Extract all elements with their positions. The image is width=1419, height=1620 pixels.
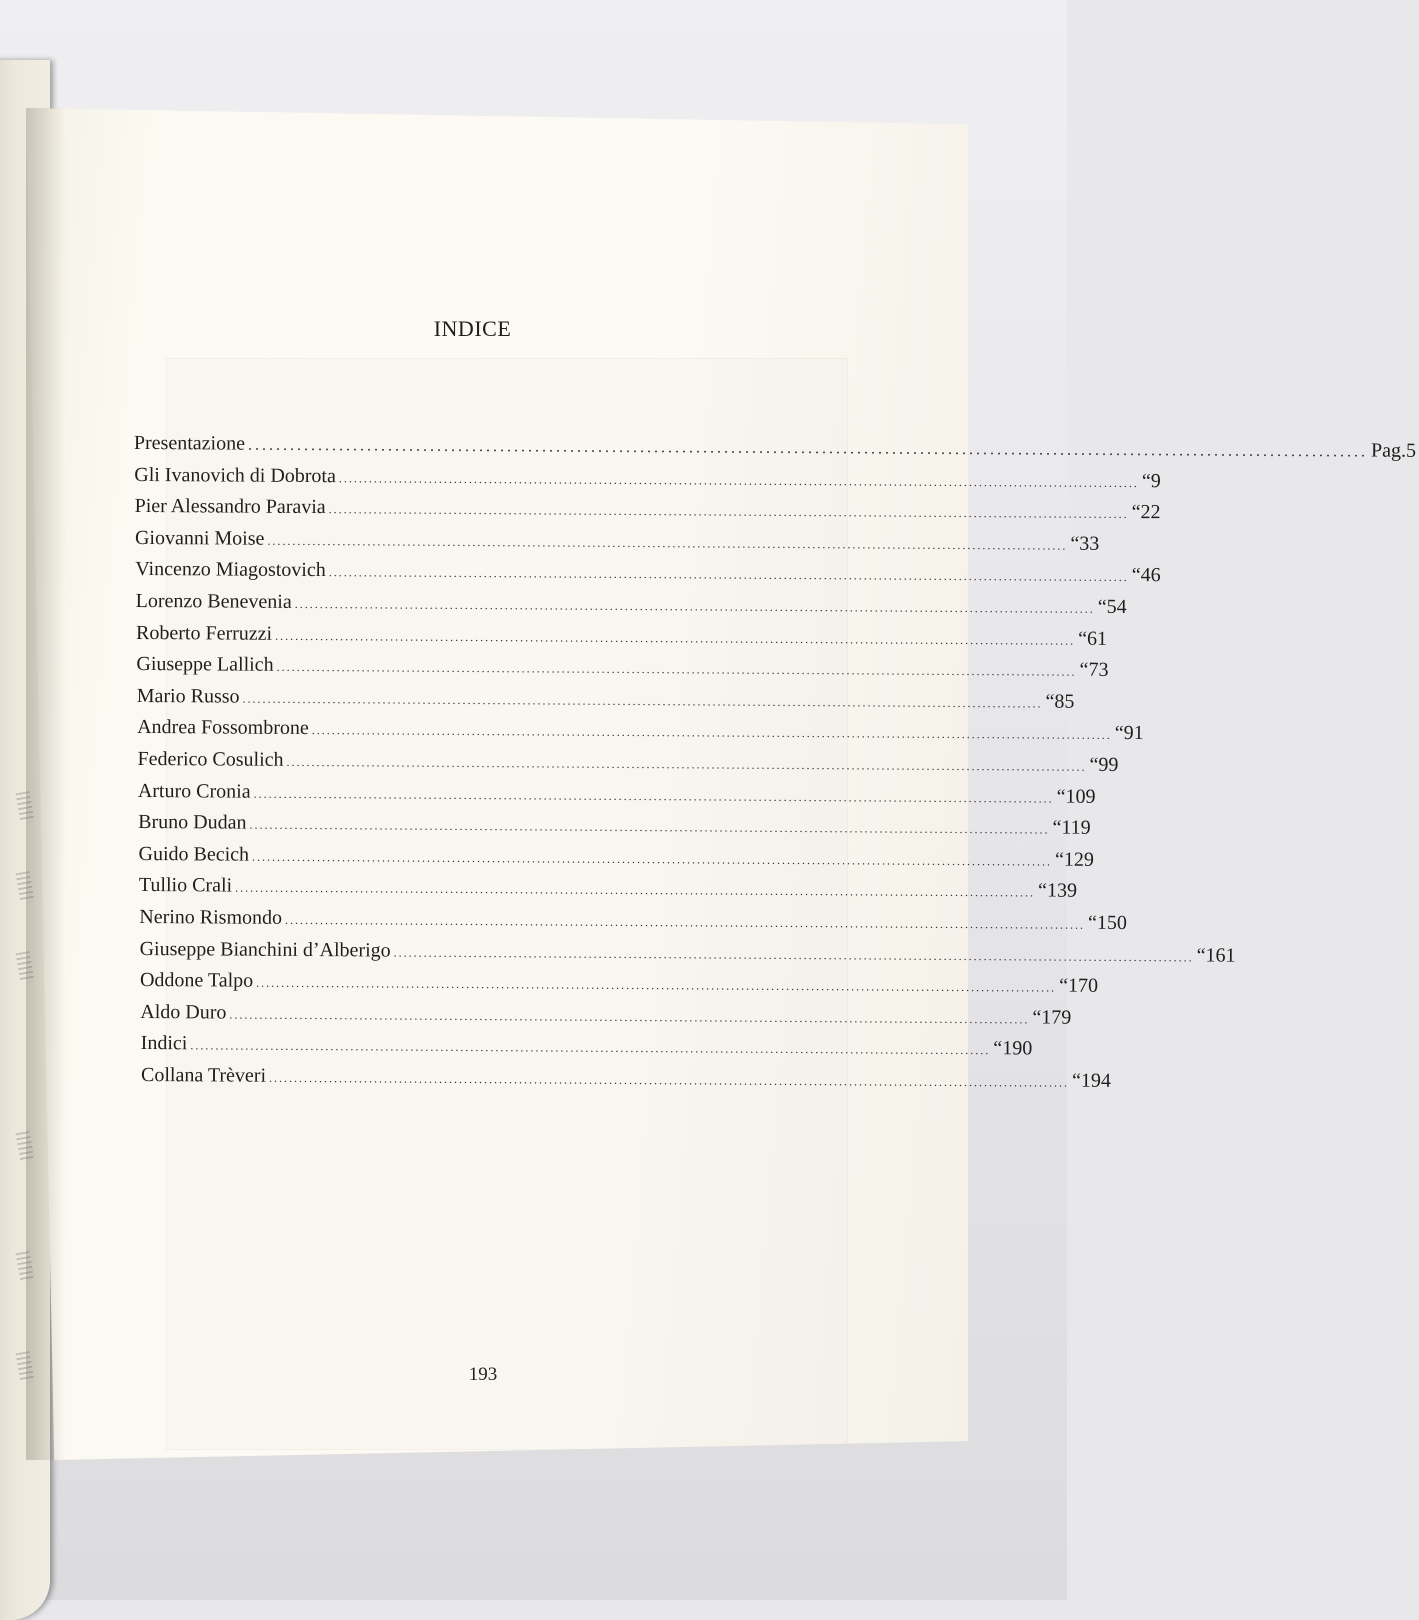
toc-entry-prefix: “ bbox=[1038, 879, 1048, 902]
dot-leader: ................................................................................................................................................................ bbox=[249, 817, 1050, 837]
toc-entry-page: 54 bbox=[1106, 595, 1127, 619]
toc-entry-prefix: “ bbox=[1114, 722, 1124, 745]
toc-entry-page: 179 bbox=[1041, 1006, 1072, 1029]
toc-entry-title: Aldo Duro bbox=[140, 1000, 227, 1024]
dot-leader: ................................................................................................................................................................ bbox=[393, 945, 1194, 965]
toc-entry-title: Giuseppe Lallich bbox=[136, 653, 274, 676]
toc-entry-title: Nerino Rismondo bbox=[139, 905, 283, 929]
dot-leader: ................................................................................................................................................................ bbox=[269, 1070, 1070, 1090]
dot-leader: ................................................................................................................................................................ bbox=[256, 975, 1057, 995]
toc-entry-prefix: “ bbox=[1196, 944, 1206, 967]
toc-entry-prefix: “ bbox=[1071, 1069, 1082, 1092]
toc-entry-page: 73 bbox=[1088, 658, 1109, 682]
toc-entry-page: 61 bbox=[1086, 627, 1108, 650]
toc-entry-page: 139 bbox=[1046, 879, 1078, 903]
toc-entry-title: Bruno Dudan bbox=[138, 811, 247, 834]
dot-leader: ................................................................................................................................................................ bbox=[294, 596, 1095, 616]
dot-leader: ................................................................................................................................................................ bbox=[276, 660, 1077, 679]
toc-entry-prefix: “ bbox=[993, 1037, 1003, 1060]
toc-entry-prefix: “ bbox=[1087, 911, 1098, 934]
toc-entry-page: 150 bbox=[1096, 911, 1128, 935]
toc-entry-title: Presentazione bbox=[133, 431, 246, 455]
toc-entry-prefix: “ bbox=[1032, 1006, 1042, 1029]
toc-entry-page: 99 bbox=[1098, 753, 1119, 776]
toc-entry bbox=[140, 1000, 1072, 1031]
toc-entry-title: Federico Cosulich bbox=[137, 747, 284, 771]
page-number: 193 bbox=[468, 1364, 498, 1385]
toc-entry-title: Gli Ivanovich di Dobrota bbox=[134, 463, 336, 487]
dot-leader: ................................................................................................................................................................ bbox=[328, 502, 1129, 522]
toc-entry-page: 194 bbox=[1080, 1069, 1112, 1092]
toc-entry-title: Indici bbox=[140, 1032, 188, 1055]
toc-entry bbox=[135, 589, 1127, 620]
dot-leader: ................................................................................................................................................................ bbox=[285, 912, 1086, 932]
toc-entry-prefix: “ bbox=[1079, 658, 1089, 681]
toc-entry bbox=[137, 779, 1096, 810]
toc-entry-title: Mario Russo bbox=[136, 684, 240, 708]
toc-entry-page: 9 bbox=[1150, 469, 1161, 492]
dot-leader: ................................................................................................................................................................ bbox=[242, 691, 1043, 711]
toc-entry-page: 109 bbox=[1065, 785, 1096, 808]
toc-entry-title: Arturo Cronia bbox=[137, 779, 251, 803]
dot-leader: ................................................................................................................................................................ bbox=[235, 880, 1036, 900]
dot-leader: ................................................................................................................................................................ bbox=[252, 849, 1053, 869]
toc-entry-prefix: “ bbox=[1056, 785, 1066, 808]
toc-entry bbox=[136, 684, 1075, 715]
toc-entry-title: Oddone Talpo bbox=[139, 969, 254, 992]
dot-leader: ................................................................................................................................................................ bbox=[338, 470, 1139, 490]
toc-entry-page: 129 bbox=[1063, 848, 1095, 871]
toc-entry bbox=[140, 1032, 1033, 1062]
toc-entry-page: 190 bbox=[1002, 1037, 1033, 1060]
toc-entry bbox=[138, 811, 1091, 841]
toc-entry bbox=[139, 937, 1236, 968]
toc-entry-title: Tullio Crali bbox=[138, 874, 233, 897]
toc-entry-prefix: Pag. bbox=[1370, 439, 1407, 462]
dot-leader: ................................................................................................................................................................ bbox=[275, 628, 1076, 648]
dot-leader: ................................................................................................................................................................ bbox=[247, 436, 1369, 461]
toc-entry-page: 33 bbox=[1079, 532, 1100, 555]
toc-entry bbox=[139, 969, 1099, 999]
dot-leader: ................................................................................................................................................................ bbox=[328, 565, 1129, 585]
toc-entry-title: Giovanni Moise bbox=[134, 526, 265, 550]
toc-entry-page: 170 bbox=[1068, 974, 1099, 998]
toc-entry bbox=[137, 747, 1119, 778]
toc-entry bbox=[134, 526, 1100, 557]
toc-entry-prefix: “ bbox=[1052, 816, 1062, 839]
toc-entry-title: Giuseppe Bianchini d’Alberigo bbox=[139, 937, 391, 962]
toc-entry-page: 22 bbox=[1140, 501, 1161, 524]
toc-entry bbox=[138, 874, 1078, 904]
dot-leader: ................................................................................................................................................................ bbox=[229, 1007, 1030, 1027]
toc-entry-prefix: “ bbox=[1070, 532, 1080, 555]
toc-entry-title: Vincenzo Miagostovich bbox=[135, 558, 326, 582]
toc-entry-title: Lorenzo Benevenia bbox=[135, 589, 292, 613]
dot-leader: ................................................................................................................................................................ bbox=[190, 1038, 991, 1058]
toc-entry bbox=[134, 495, 1161, 525]
toc-entry-page: 161 bbox=[1205, 944, 1236, 967]
toc-entry-title: Roberto Ferruzzi bbox=[136, 621, 273, 645]
toc-entry bbox=[138, 842, 1095, 873]
toc-entry bbox=[139, 905, 1128, 936]
toc-entry-page: 119 bbox=[1061, 816, 1091, 839]
toc-entry-page: 5 bbox=[1405, 439, 1417, 462]
toc-entry-prefix: “ bbox=[1097, 595, 1107, 618]
index-title: INDICE bbox=[433, 316, 512, 341]
toc-entry-title: Guido Becich bbox=[138, 842, 250, 866]
toc-entry bbox=[141, 1063, 1112, 1094]
toc-entry-title: Pier Alessandro Paravia bbox=[134, 495, 326, 519]
dot-leader: ................................................................................................................................................................ bbox=[267, 533, 1068, 553]
toc-entry-page: 91 bbox=[1123, 722, 1144, 745]
toc-entry bbox=[137, 716, 1144, 746]
toc-entry-title: Andrea Fossombrone bbox=[137, 716, 309, 740]
toc-entry-page: 46 bbox=[1140, 564, 1161, 587]
toc-entry bbox=[135, 558, 1161, 588]
toc-entry-prefix: “ bbox=[1059, 974, 1069, 997]
toc-entry-prefix: “ bbox=[1089, 753, 1099, 776]
toc-entry bbox=[136, 653, 1109, 683]
dot-leader: ................................................................................................................................................................ bbox=[311, 723, 1112, 743]
toc-entry-page: 85 bbox=[1054, 690, 1075, 713]
toc-entry-prefix: “ bbox=[1045, 690, 1055, 713]
toc-entry bbox=[133, 431, 1417, 462]
toc-entry-prefix: “ bbox=[1055, 848, 1065, 871]
toc-entry-prefix: “ bbox=[1131, 564, 1141, 587]
toc-entry bbox=[134, 463, 1161, 494]
toc-entry-prefix: “ bbox=[1141, 469, 1151, 492]
toc-entry-title: Collana Trèveri bbox=[141, 1063, 267, 1087]
dot-leader: ................................................................................................................................................................ bbox=[286, 754, 1087, 774]
dot-leader: ................................................................................................................................................................ bbox=[253, 786, 1054, 806]
toc-entry-prefix: “ bbox=[1131, 501, 1141, 524]
toc-entry bbox=[136, 621, 1108, 652]
toc-entry-prefix: “ bbox=[1078, 627, 1088, 650]
